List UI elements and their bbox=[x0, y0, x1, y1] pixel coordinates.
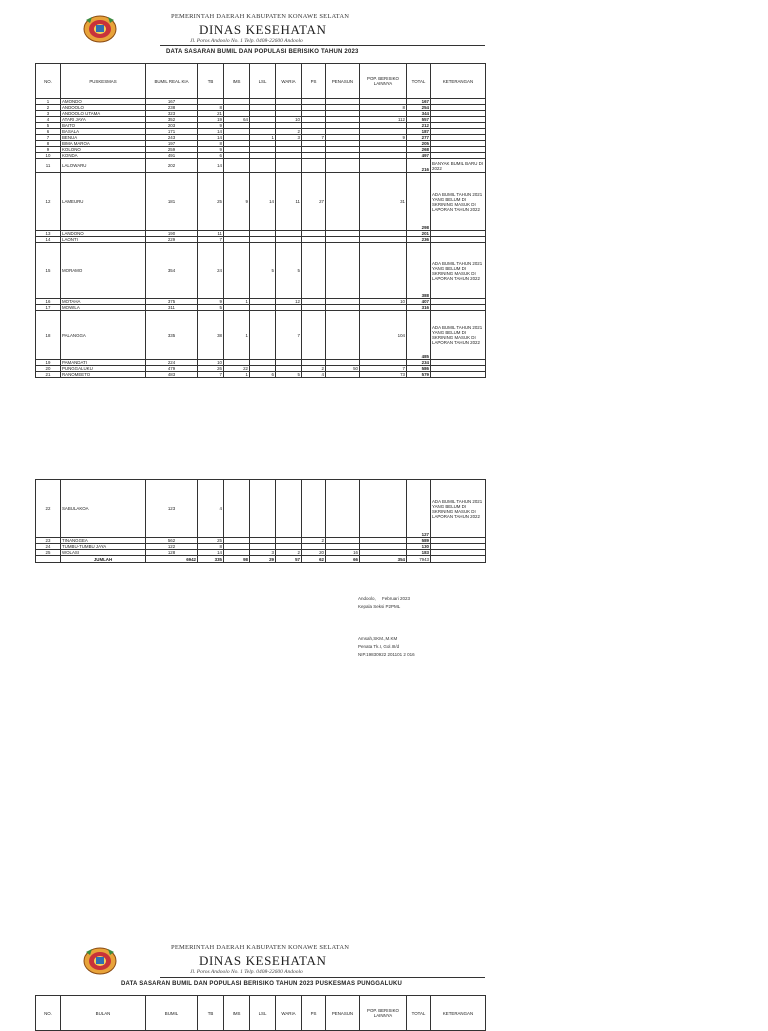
row-lsl: 14 bbox=[250, 173, 276, 231]
col-total: TOTAL bbox=[407, 996, 431, 1031]
row-tb: 8 bbox=[198, 544, 224, 550]
row-pop: 7 bbox=[360, 366, 407, 372]
row-tb: 8 bbox=[198, 141, 224, 147]
row-total: 497 bbox=[407, 153, 431, 159]
row-puskesmas: RANOMEETO bbox=[61, 372, 146, 378]
address: Jl. Poros Andoolo No. 1 Telp. 0408-22600 Andoolo bbox=[190, 969, 303, 975]
row-puskesmas: LANDONO bbox=[61, 231, 146, 237]
org-name: PEMERINTAH DAERAH KABUPATEN KONAWE SELATAN bbox=[171, 13, 350, 20]
grand-total: 7943 bbox=[407, 556, 431, 563]
row-no: 25 bbox=[36, 550, 61, 556]
row-no: 10 bbox=[36, 153, 61, 159]
address: Jl. Poros Andoolo No. 1 Telp. 0408-22600 Andoolo bbox=[190, 38, 303, 44]
row-ps: 4 bbox=[302, 372, 326, 378]
row-waria: 2 bbox=[276, 129, 302, 135]
row-no: 20 bbox=[36, 366, 61, 372]
district-logo bbox=[82, 14, 118, 44]
col-pop-lainnya: POP. BERISIKO LAINNYA bbox=[360, 996, 407, 1031]
row-total: 212 bbox=[407, 123, 431, 129]
row-no: 3 bbox=[36, 111, 61, 117]
col-lsl: LSL bbox=[250, 996, 276, 1031]
row-waria: 5 bbox=[276, 243, 302, 299]
monthly-table bbox=[35, 995, 486, 1031]
row-bumil: 375 bbox=[146, 299, 198, 305]
row-total: 388 bbox=[407, 243, 431, 299]
row-penasun bbox=[326, 372, 360, 378]
row-waria: 7 bbox=[276, 311, 302, 360]
row-no: 8 bbox=[36, 141, 61, 147]
col-penasun: PENASUN bbox=[326, 996, 360, 1031]
row-keterangan bbox=[431, 372, 486, 378]
org-name: PEMERINTAH DAERAH KABUPATEN KONAWE SELATAN bbox=[171, 944, 350, 951]
col-puskesmas: PUSKESMAS bbox=[61, 64, 146, 99]
row-puskesmas: MOTAHA bbox=[61, 299, 146, 305]
row-ims: 22 bbox=[224, 366, 250, 372]
row-bumil: 197 bbox=[146, 141, 198, 147]
row-no: 15 bbox=[36, 243, 61, 299]
row-puskesmas: ANDOOLO bbox=[61, 105, 146, 111]
row-total: 216 bbox=[407, 159, 431, 173]
row-bumil: 123 bbox=[146, 480, 198, 538]
col-total: TOTAL bbox=[407, 64, 431, 99]
row-pop bbox=[360, 159, 407, 173]
row-tb: 14 bbox=[198, 135, 224, 141]
signature-rank: Penata Tk.I, Gol.III/d bbox=[358, 644, 400, 649]
row-total: 130 bbox=[407, 544, 431, 550]
row-tb: 25 bbox=[198, 173, 224, 231]
row-total: 236 bbox=[407, 237, 431, 243]
table-row bbox=[36, 243, 486, 299]
col-ps: PS bbox=[302, 64, 326, 99]
row-tb: 7 bbox=[198, 372, 224, 378]
row-no: 12 bbox=[36, 173, 61, 231]
document-title: DATA SASARAN BUMIL DAN POPULASI BERISIKO TAHUN 2023 bbox=[166, 49, 359, 55]
row-waria bbox=[276, 159, 302, 173]
row-total: 167 bbox=[407, 99, 431, 105]
signature-name: Amsah,SKM.,M.KM bbox=[358, 636, 398, 641]
row-tb: 26 bbox=[198, 366, 224, 372]
row-puskesmas: PALANGGA bbox=[61, 311, 146, 360]
row-tb: 5 bbox=[198, 305, 224, 311]
row-total: 316 bbox=[407, 305, 431, 311]
row-ps bbox=[302, 159, 326, 173]
row-ps bbox=[302, 311, 326, 360]
col-ims: IMS bbox=[224, 64, 250, 99]
row-total: 485 bbox=[407, 311, 431, 360]
row-puskesmas: TINANGGEA bbox=[61, 538, 146, 544]
row-total: 557 bbox=[407, 117, 431, 123]
row-puskesmas: TUMBU-TUMBU JAYA bbox=[61, 544, 146, 550]
col-keterangan: KETERANGAN bbox=[431, 64, 486, 99]
col-penasun: PENASUN bbox=[326, 64, 360, 99]
row-bumil: 491 bbox=[146, 153, 198, 159]
row-total: 205 bbox=[407, 141, 431, 147]
row-ps: 2 bbox=[302, 366, 326, 372]
row-bumil: 238 bbox=[146, 105, 198, 111]
row-total: 127 bbox=[407, 480, 431, 538]
row-tb: 8 bbox=[198, 105, 224, 111]
row-ps bbox=[302, 243, 326, 299]
col-ims: IMS bbox=[224, 996, 250, 1031]
signature-position: Kepala Seksi P2PML bbox=[358, 604, 401, 609]
row-lsl: 5 bbox=[250, 243, 276, 299]
row-tb: 38 bbox=[198, 311, 224, 360]
col-bulan: BULAN bbox=[61, 996, 146, 1031]
row-pop bbox=[360, 480, 407, 538]
col-keterangan: KETERANGAN bbox=[431, 996, 486, 1031]
row-tb: 7 bbox=[198, 237, 224, 243]
row-no: 17 bbox=[36, 305, 61, 311]
row-lsl: 1 bbox=[250, 135, 276, 141]
row-bumil: 243 bbox=[146, 135, 198, 141]
total-penasun: 66 bbox=[326, 556, 360, 563]
document-title-puskesmas: DATA SASARAN BUMIL DAN POPULASI BERISIKO TAHUN 2023 PUSKESMAS PUNGGALUKU bbox=[121, 981, 403, 987]
header-row bbox=[36, 996, 486, 1031]
row-waria: 3 bbox=[276, 135, 302, 141]
signature-place-date: Andoolo, Februari 2023 bbox=[358, 596, 411, 601]
row-tb: 9 bbox=[198, 299, 224, 305]
row-bumil: 181 bbox=[146, 173, 198, 231]
row-no: 11 bbox=[36, 159, 61, 173]
row-bumil: 122 bbox=[146, 544, 198, 550]
row-bumil: 311 bbox=[146, 305, 198, 311]
row-ps: 7 bbox=[302, 135, 326, 141]
row-total: 586 bbox=[407, 366, 431, 372]
row-puskesmas: KONDA bbox=[61, 153, 146, 159]
row-total: 277 bbox=[407, 135, 431, 141]
row-penasun: 16 bbox=[326, 550, 360, 556]
table-row bbox=[36, 159, 486, 173]
row-tb: 14 bbox=[198, 129, 224, 135]
row-lsl bbox=[250, 480, 276, 538]
row-total: 344 bbox=[407, 111, 431, 117]
row-no: 24 bbox=[36, 544, 61, 550]
col-bumil: BUMIL bbox=[146, 996, 198, 1031]
row-keterangan: ADA BUMIL TAHUN 2021 YANG BELUM DI SKRINING MASUK DI LAPORAN TAHUN 2022 bbox=[431, 480, 486, 538]
row-no: 9 bbox=[36, 147, 61, 153]
department-name: DINAS KESEHATAN bbox=[199, 953, 327, 968]
row-tb: 4 bbox=[198, 480, 224, 538]
col-bumil: BUMIL REAL KIA bbox=[146, 64, 198, 99]
row-puskesmas: MORAMO bbox=[61, 243, 146, 299]
total-bumil: 6942 bbox=[146, 556, 198, 563]
row-penasun bbox=[326, 159, 360, 173]
total-tb: 335 bbox=[198, 556, 224, 563]
row-tb: 6 bbox=[198, 153, 224, 159]
row-ims bbox=[224, 159, 250, 173]
row-ps bbox=[302, 480, 326, 538]
row-ims bbox=[224, 243, 250, 299]
row-tb: 9 bbox=[198, 123, 224, 129]
row-bumil: 259 bbox=[146, 147, 198, 153]
row-pop: 104 bbox=[360, 311, 407, 360]
header-rule bbox=[160, 45, 485, 46]
row-lsl bbox=[250, 311, 276, 360]
row-bumil: 479 bbox=[146, 366, 198, 372]
row-no: 19 bbox=[36, 360, 61, 366]
row-bumil: 203 bbox=[146, 123, 198, 129]
row-no: 13 bbox=[36, 231, 61, 237]
row-keterangan: ADA BUMIL TAHUN 2021 YANG BELUM DI SKRINING MASUK DI LAPORAN TAHUN 2022 bbox=[431, 173, 486, 231]
row-tb: 24 bbox=[198, 243, 224, 299]
row-total: 254 bbox=[407, 105, 431, 111]
col-pop-lainnya: POP. BERISIKO LAINNYA bbox=[360, 64, 407, 99]
row-puskesmas: BASALA bbox=[61, 129, 146, 135]
row-total: 268 bbox=[407, 147, 431, 153]
row-total: 589 bbox=[407, 538, 431, 544]
row-puskesmas: AMONDO bbox=[61, 99, 146, 105]
row-no: 21 bbox=[36, 372, 61, 378]
row-total: 579 bbox=[407, 372, 431, 378]
row-penasun bbox=[326, 480, 360, 538]
row-total: 407 bbox=[407, 299, 431, 305]
table-row bbox=[36, 480, 486, 538]
row-puskesmas: WOLASI bbox=[61, 550, 146, 556]
total-waria: 57 bbox=[276, 556, 302, 563]
col-lsl: LSL bbox=[250, 64, 276, 99]
row-puskesmas: ATARI JAYA bbox=[61, 117, 146, 123]
col-waria: WARIA bbox=[276, 64, 302, 99]
row-puskesmas: BENUA bbox=[61, 135, 146, 141]
row-waria: 5 bbox=[276, 372, 302, 378]
col-ps: PS bbox=[302, 996, 326, 1031]
row-lsl bbox=[250, 159, 276, 173]
row-ims: 1 bbox=[224, 299, 250, 305]
row-waria: 10 bbox=[276, 117, 302, 123]
row-penasun bbox=[326, 243, 360, 299]
row-ims: 1 bbox=[224, 311, 250, 360]
signature-nip: NIP.19830922 201101 2 016 bbox=[358, 652, 415, 657]
row-lsl: 3 bbox=[250, 550, 276, 556]
total-ps: 62 bbox=[302, 556, 326, 563]
row-puskesmas: PAMANDATI bbox=[61, 360, 146, 366]
row-puskesmas: MOWILA bbox=[61, 305, 146, 311]
row-no: 6 bbox=[36, 129, 61, 135]
row-bumil: 128 bbox=[146, 550, 198, 556]
row-ps: 27 bbox=[302, 173, 326, 231]
header-rule bbox=[160, 977, 485, 978]
row-pop: 10 bbox=[360, 299, 407, 305]
row-ims: 1 bbox=[224, 372, 250, 378]
row-tb: 14 bbox=[198, 550, 224, 556]
row-ims bbox=[224, 480, 250, 538]
row-pop: 31 bbox=[360, 173, 407, 231]
row-no: 1 bbox=[36, 99, 61, 105]
row-ps: 2 bbox=[302, 538, 326, 544]
row-puskesmas: KOLONO bbox=[61, 147, 146, 153]
col-no: NO. bbox=[36, 64, 61, 99]
row-tb: 9 bbox=[198, 147, 224, 153]
row-waria: 2 bbox=[276, 550, 302, 556]
row-keterangan: ADA BUMIL TAHUN 2021 YANG BELUM DI SKRINING MASUK DI LAPORAN TAHUN 2022 bbox=[431, 243, 486, 299]
row-ps: 20 bbox=[302, 550, 326, 556]
row-penasun bbox=[326, 311, 360, 360]
row-keterangan: BANYAK BUMIL BARU DI 2022 bbox=[431, 159, 486, 173]
row-bumil: 171 bbox=[146, 129, 198, 135]
row-tb: 25 bbox=[198, 538, 224, 544]
row-no: 4 bbox=[36, 117, 61, 123]
row-waria bbox=[276, 480, 302, 538]
row-bumil: 483 bbox=[146, 372, 198, 378]
data-table-continued bbox=[35, 479, 486, 563]
row-bumil: 562 bbox=[146, 538, 198, 544]
row-total: 298 bbox=[407, 173, 431, 231]
row-puskesmas: BIMA MAROA bbox=[61, 141, 146, 147]
row-penasun: 50 bbox=[326, 366, 360, 372]
row-pop: 9 bbox=[360, 135, 407, 141]
row-no: 22 bbox=[36, 480, 61, 538]
row-tb: 10 bbox=[198, 360, 224, 366]
col-tb: TB bbox=[198, 64, 224, 99]
row-no: 16 bbox=[36, 299, 61, 305]
row-puskesmas: LALOWARU bbox=[61, 159, 146, 173]
row-bumil: 167 bbox=[146, 99, 198, 105]
row-bumil: 354 bbox=[146, 243, 198, 299]
row-total: 187 bbox=[407, 129, 431, 135]
row-tb: 21 bbox=[198, 111, 224, 117]
row-no: 18 bbox=[36, 311, 61, 360]
row-tb: 11 bbox=[198, 231, 224, 237]
row-waria: 11 bbox=[276, 173, 302, 231]
row-total: 183 bbox=[407, 550, 431, 556]
row-bumil: 202 bbox=[146, 159, 198, 173]
row-puskesmas: LAMEURU bbox=[61, 173, 146, 231]
row-bumil: 335 bbox=[146, 311, 198, 360]
row-no: 5 bbox=[36, 123, 61, 129]
row-pop: 8 bbox=[360, 105, 407, 111]
totals-row bbox=[36, 556, 486, 563]
row-pop: 73 bbox=[360, 372, 407, 378]
total-pop: 354 bbox=[360, 556, 407, 563]
total-ims: 98 bbox=[224, 556, 250, 563]
col-waria: WARIA bbox=[276, 996, 302, 1031]
table-row bbox=[36, 173, 486, 231]
row-bumil: 224 bbox=[146, 360, 198, 366]
department-name: DINAS KESEHATAN bbox=[199, 22, 327, 37]
data-table bbox=[35, 63, 486, 378]
row-puskesmas: SABULAKOA bbox=[61, 480, 146, 538]
row-no: 23 bbox=[36, 538, 61, 544]
table-row bbox=[36, 372, 486, 378]
row-puskesmas: LAONTI bbox=[61, 237, 146, 243]
district-logo bbox=[82, 946, 118, 976]
col-tb: TB bbox=[198, 996, 224, 1031]
row-penasun bbox=[326, 173, 360, 231]
row-no: 2 bbox=[36, 105, 61, 111]
total-lsl: 29 bbox=[250, 556, 276, 563]
row-pop bbox=[360, 243, 407, 299]
col-no: NO. bbox=[36, 996, 61, 1031]
row-tb: 14 bbox=[198, 159, 224, 173]
row-total: 234 bbox=[407, 360, 431, 366]
row-keterangan: ADA BUMIL TAHUN 2021 YANG BELUM DI SKRINING MASUK DI LAPORAN TAHUN 2022 bbox=[431, 311, 486, 360]
header-row bbox=[36, 64, 486, 99]
row-pop: 112 bbox=[360, 117, 407, 123]
row-puskesmas: PUNGGALUKU bbox=[61, 366, 146, 372]
totals-label: JUMLAH bbox=[61, 556, 146, 563]
row-ims: 9 bbox=[224, 173, 250, 231]
row-ims: 64 bbox=[224, 117, 250, 123]
table-row bbox=[36, 311, 486, 360]
row-bumil: 229 bbox=[146, 237, 198, 243]
row-bumil: 352 bbox=[146, 117, 198, 123]
row-bumil: 190 bbox=[146, 231, 198, 237]
row-bumil: 323 bbox=[146, 111, 198, 117]
row-waria: 12 bbox=[276, 299, 302, 305]
row-no: 7 bbox=[36, 135, 61, 141]
row-no: 14 bbox=[36, 237, 61, 243]
row-puskesmas: ANDOOLO UTAMA bbox=[61, 111, 146, 117]
row-tb: 19 bbox=[198, 117, 224, 123]
row-puskesmas: BAITO bbox=[61, 123, 146, 129]
row-total: 201 bbox=[407, 231, 431, 237]
row-lsl: 6 bbox=[250, 372, 276, 378]
